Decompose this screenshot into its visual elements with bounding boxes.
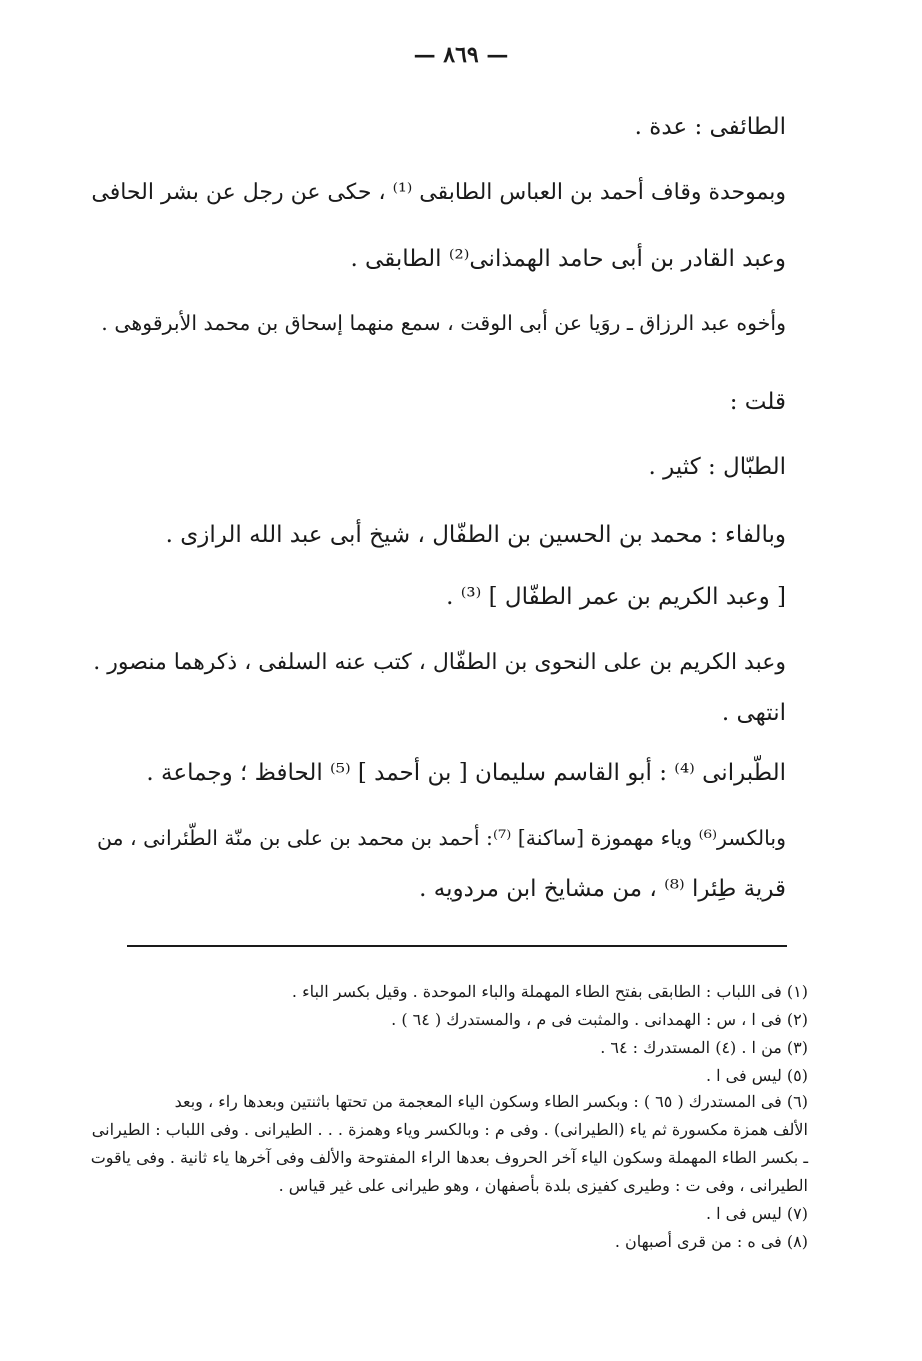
text-line: وعبد الكريم بن على النحوى بن الطفّال ، كتب عنه السلفى ، ذكرهما منصور . — [93, 650, 786, 675]
text-line: الطائفى : عدة . — [634, 114, 786, 140]
text-line: الطّبرانى ⁽⁴⁾ : أبو القاسم سليمان [ بن أحمد ] ⁽⁵⁾ الحافظ ؛ وجماعة . — [146, 760, 786, 786]
footnote-line: (١) فى اللباب : الطابقى بفتح الطاء المهملة والباء الموحدة . وقيل بكسر الباء . — [291, 982, 808, 1001]
text-line: الطبّال : كثير . — [648, 454, 786, 480]
page-number: — ٨٦٩ — — [413, 42, 509, 68]
footnote-line: الطيرانى ، وفى ت : وطيرى كفيزى بلدة بأصفهان ، وهو طيرانى على غير قياس . — [278, 1176, 808, 1195]
text-line: [ وعبد الكريم بن عمر الطفّال ] ⁽³⁾ . — [446, 584, 786, 610]
text-line: انتهى . — [721, 700, 786, 726]
text-line: وبالكسر⁽⁶⁾ وياء مهموزة [ساكنة] ⁽⁷⁾: أحمد بن محمد بن على بن منّة الطّئرانى ، من — [96, 826, 786, 850]
footnote-line: (٨) فى ه : من قرى أصبهان . — [614, 1232, 808, 1251]
footnote-line: (٢) فى ا ، س : الهمدانى . والمثبت فى م ، والمستدرك ( ٦٤ ) . — [391, 1010, 808, 1029]
footnote-line: (٦) فى المستدرك ( ٦٥ ) : وبكسر الطاء وسكون الياء المعجمة من تحتها باثنتين وبعدها راء ، وبعد — [174, 1092, 808, 1111]
footnote-line: (٣) من ا . (٤) المستدرك : ٦٤ . — [600, 1038, 808, 1057]
text-line: قرية طِئرا ⁽⁸⁾ ، من مشايخ ابن مردويه . — [419, 876, 786, 902]
text-line: وعبد القادر بن أبى حامد الهمذانى⁽²⁾ الطابقى . — [350, 246, 786, 272]
text-line: وأخوه عبد الرزاق ـ روَيا عن أبى الوقت ، سمع منهما إسحاق بن محمد الأبرقوهى . — [101, 311, 786, 335]
footnote-divider — [127, 945, 787, 947]
text-line: وبالفاء : محمد بن الحسين بن الطفّال ، شيخ أبى عبد الله الرازى . — [165, 522, 786, 548]
text-line: قلت : — [729, 389, 786, 415]
text-line: وبموحدة وقاف أحمد بن العباس الطابقى ⁽¹⁾ ، حكى عن رجل عن بشر الحافى — [91, 180, 786, 205]
footnote-line: الألف همزة مكسورة ثم ياء (الطيرانى) . وفى م : وبالكسر وياء وهمزة . . . الطيرانى . وفى اللباب : الطيرانى — [91, 1120, 808, 1139]
footnote-line: (٧) ليس فى ا . — [705, 1204, 808, 1223]
footnote-line: ـ بكسر الطاء المهملة وسكون الياء آخر الحروف بعدها الراء المفتوحة والألف وفى آخرها ياء ثانية . وفى ياقوت — [90, 1148, 808, 1167]
footnote-line: (٥) ليس فى ا . — [705, 1066, 808, 1085]
